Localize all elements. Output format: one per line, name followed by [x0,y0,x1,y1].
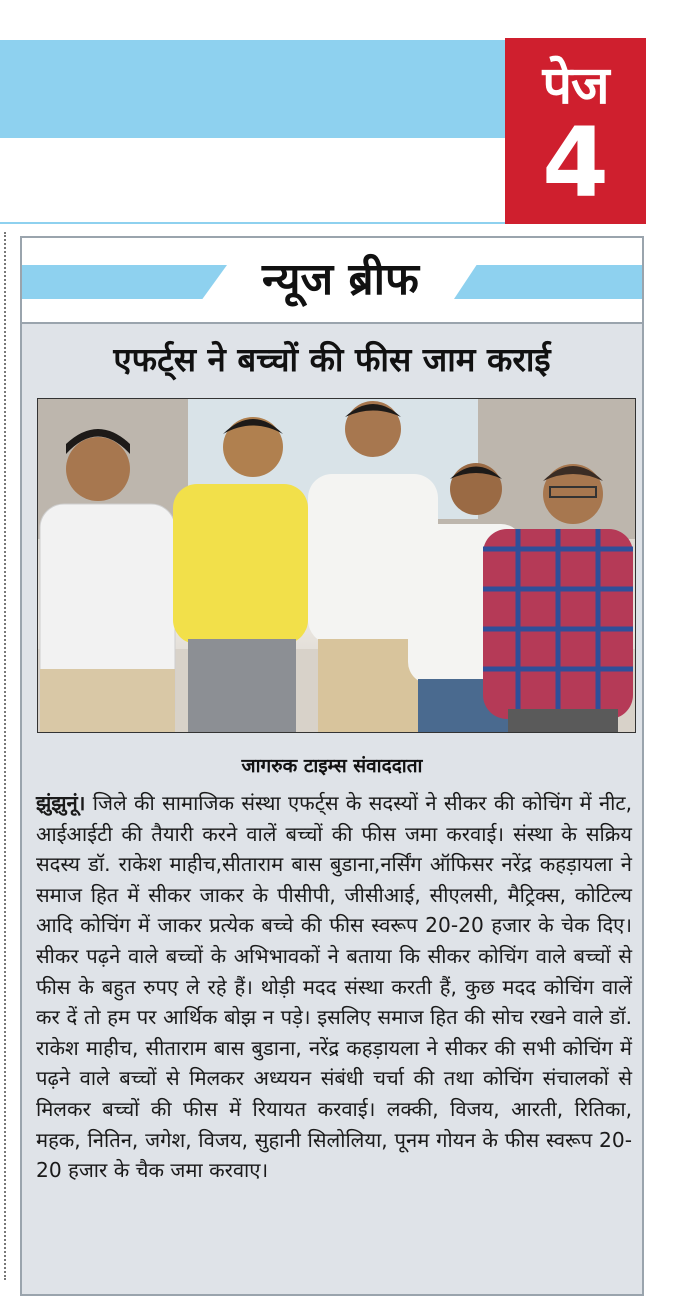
section-stripe-right [454,265,642,299]
page-number: 4 [542,107,609,219]
article-body [36,788,632,1186]
group-photo [37,398,636,733]
article-byline: जागरुक टाइम्स संवाददाता [241,755,423,777]
section-title: न्यूज ब्रीफ [262,254,419,305]
header-rule [0,222,505,224]
article-body-text: जिले की सामाजिक संस्था एफर्ट्स के सदस्यों ने सीकर की कोचिंग में नीट, आईआईटी की तैयारी करने वालें बच्चों की फीस जमा करवाई। संस्था के सक्रिय सदस्य डॉ. राकेश माहीच,सीताराम बास बुडाना,नर्सिंग ऑफिसर नरेंद्र कहड़ायला ने समाज हित में सीकर जाकर के पीसीपी, जीसीआई, सीएलसी, मैट्रिक्स, कोटिल्य आदि कोचिंग में जाकर प्रत्येक बच्चे की फीस स्वरूप 20-20 हजार के चेक दिए। सीकर पढ़ने वाले बच्चों के अभिभावकों ने बताया कि सीकर कोचिंग वाले बच्चों से फीस के बहुत रुपए ले रहे हैं। थोड़ी मदद संस्था करती हैं, कुछ मदद कोचिंग वालें कर दें तो हम पर आर्थिक बोझ न पड़े। इसलिए समाज हित की सोच रखने वाले डॉ. राकेश माहीच, सीताराम बास बुडाना, नरेंद्र कहड़ायला ने सीकर की सभी कोचिंग में पढ़ने वाले बच्चों से मिलकर अध्ययन संबंधी चर्चा की तथा कोचिंग संचालकों से मिलकर बच्चों की फीस में रियायत करवाई। लक्की, विजय, आरती, रितिका, महक, नितिन, जगेश, विजय, सुहानी सिलोलिया, पूनम गोयन के फीस स्वरूप 20-20 हजार के चैक जमा करवाए। [36,791,632,1183]
article-dateline: झुंझुनूं। [36,791,86,815]
section-stripe-left [22,265,227,299]
section-rule [22,322,642,324]
header-band [0,40,505,138]
page-word: पेज [542,56,609,116]
section-header [22,238,642,322]
page-badge [505,38,646,224]
news-brief-panel [20,236,644,1296]
column-divider [4,232,6,1280]
article-headline: एफर्ट्स ने बच्चों की फीस जाम कराई [113,340,551,379]
